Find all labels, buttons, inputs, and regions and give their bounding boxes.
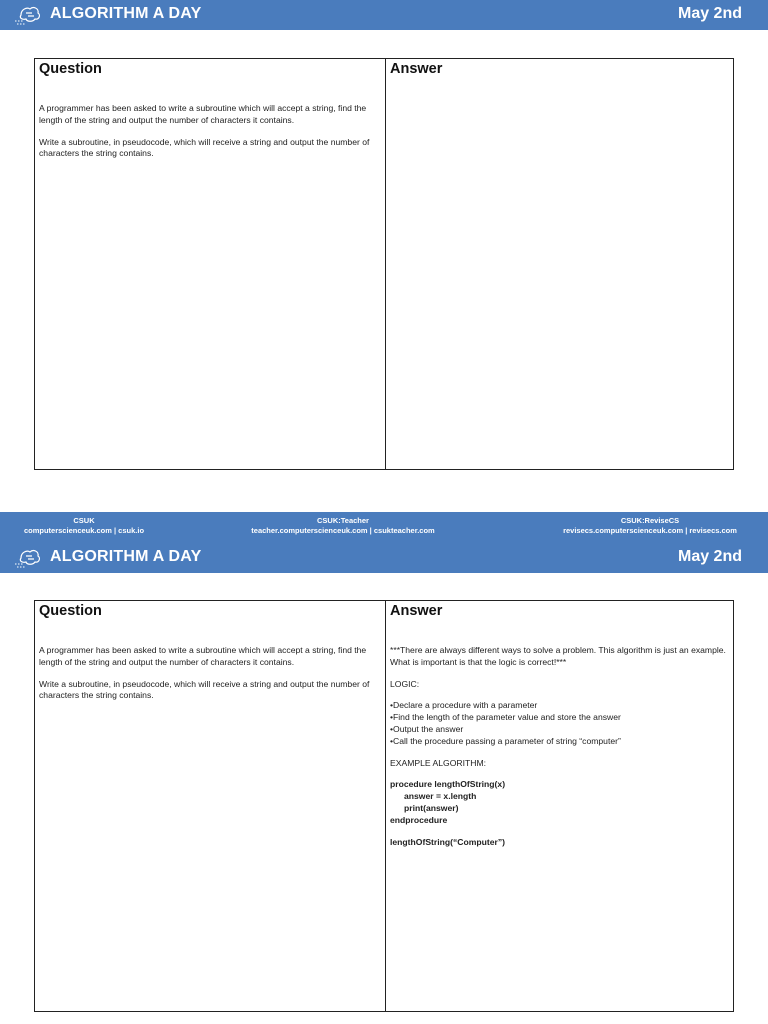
question-card-bottom: [34, 600, 734, 1012]
footer-bar: [0, 512, 768, 544]
question-paragraph-1: A programmer has been asked to write a subroutine which will accept a string, find the length of the string and output the number of characters it contains.: [39, 103, 367, 125]
question-heading: Question: [39, 603, 102, 619]
footer-teacher: [233, 516, 453, 536]
brain-icon: [14, 3, 44, 27]
date-label: May 2nd: [677, 5, 742, 22]
footer-revisecs-name: CSUK:ReviseCS: [620, 516, 680, 525]
logic-list: [390, 700, 730, 747]
logic-item: •Find the length of the parameter value and store the answer: [390, 712, 621, 723]
question-text: [39, 103, 383, 170]
app-title: ALGORITHM A DAY: [50, 5, 202, 22]
answer-heading: Answer: [390, 603, 443, 619]
code-line: procedure lengthOfString(x): [390, 779, 506, 790]
answer-text: [390, 645, 730, 858]
footer-teacher-name: CSUK:Teacher: [317, 516, 369, 525]
column-divider: [385, 59, 386, 469]
footer-csuk-name: CSUK: [73, 516, 95, 525]
logic-item: •Output the answer: [390, 723, 464, 734]
answer-note: ***There are always different ways to solve a problem. This algorithm is just an example. What is important is that the logic is correct!***: [390, 645, 726, 667]
footer-teacher-links[interactable]: teacher.computerscienceuk.com | csukteacher.com: [251, 526, 435, 535]
app-title: ALGORITHM A DAY: [50, 548, 202, 565]
date-label: May 2nd: [677, 548, 742, 565]
logic-item: •Call the procedure passing a parameter of string “computer”: [390, 735, 621, 746]
pseudocode-block: [390, 779, 730, 826]
question-paragraph-2: Write a subroutine, in pseudocode, which will receive a string and output the number of characters the string contains.: [39, 136, 370, 159]
question-paragraph-1: A programmer has been asked to write a subroutine which will accept a string, find the length of the string and output the number of characters it contains.: [39, 645, 367, 667]
logic-label: LOGIC:: [390, 678, 420, 689]
footer-revisecs-links[interactable]: revisecs.computerscienceuk.com | revisecs.com: [563, 526, 737, 535]
header-bar: [0, 0, 768, 30]
code-line: answer = x.length: [404, 791, 477, 802]
answer-heading: Answer: [390, 61, 443, 77]
footer-csuk: [14, 516, 154, 536]
brain-icon: [14, 546, 44, 570]
procedure-call: lengthOfString(“Computer”): [390, 836, 506, 847]
code-line: print(answer): [404, 802, 459, 813]
question-card-top: [34, 58, 734, 470]
example-label: EXAMPLE ALGORITHM:: [390, 757, 486, 768]
code-line: endprocedure: [390, 814, 448, 825]
logic-item: •Declare a procedure with a parameter: [390, 700, 538, 711]
footer-csuk-links[interactable]: computerscienceuk.com | csuk.io: [23, 526, 145, 535]
question-paragraph-2: Write a subroutine, in pseudocode, which will receive a string and output the number of characters the string contains.: [39, 678, 370, 701]
question-heading: Question: [39, 61, 102, 77]
column-divider: [385, 601, 386, 1011]
question-text: [39, 645, 383, 712]
header-bar-2: [0, 543, 768, 573]
footer-revisecs: [548, 516, 752, 536]
